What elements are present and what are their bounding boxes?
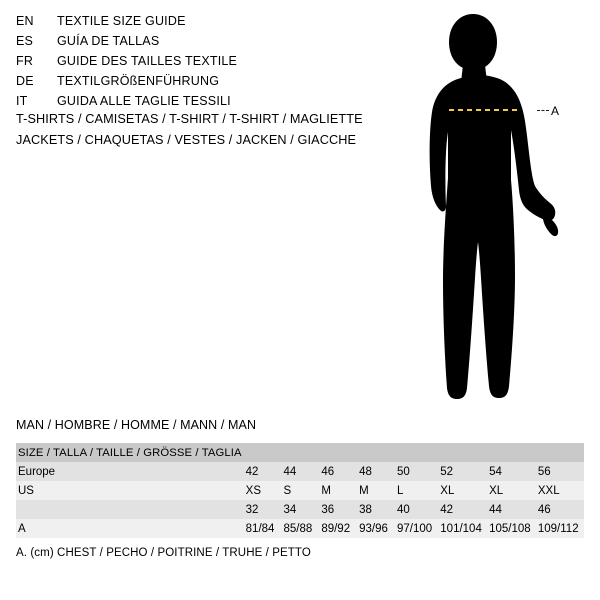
- language-code: ES: [16, 34, 34, 48]
- language-title-block: [16, 14, 376, 114]
- cell: 44: [281, 462, 319, 481]
- cell: [244, 443, 282, 462]
- cell: 93/96: [357, 519, 395, 538]
- cell: 48: [357, 462, 395, 481]
- language-row: [16, 54, 376, 74]
- language-title: GUIDE DES TAILLES TEXTILE: [57, 54, 238, 68]
- male-figure-illustration: [405, 10, 600, 410]
- cell: 54: [487, 462, 536, 481]
- language-code: FR: [16, 54, 34, 68]
- row-label: A: [16, 519, 244, 538]
- cell: [281, 443, 319, 462]
- cell: 85/88: [281, 519, 319, 538]
- table-title: MAN / HOMBRE / HOMME / MANN / MAN: [16, 418, 257, 432]
- language-row: [16, 34, 376, 54]
- marker-dash-connector: [537, 110, 549, 111]
- measure-marker-label: A: [551, 104, 560, 118]
- table-row: [16, 443, 584, 462]
- cell: 44: [487, 500, 536, 519]
- figure-svg: [405, 10, 600, 410]
- cell: 105/108: [487, 519, 536, 538]
- cell: 52: [438, 462, 487, 481]
- cell: 89/92: [319, 519, 357, 538]
- cell: 40: [395, 500, 438, 519]
- cell: 34: [281, 500, 319, 519]
- cell: XL: [438, 481, 487, 500]
- cell: [438, 443, 487, 462]
- garment-category-block: [16, 112, 436, 154]
- language-row: [16, 14, 376, 34]
- language-code: IT: [16, 94, 28, 108]
- language-title: TEXTILGRÖßENFÜHRUNG: [57, 74, 220, 88]
- language-code: EN: [16, 14, 34, 28]
- measurement-footnote: A. (cm) CHEST / PECHO / POITRINE / TRUHE / PETTO: [16, 547, 311, 559]
- cell: 81/84: [244, 519, 282, 538]
- category-tshirts: T-SHIRTS / CAMISETAS / T-SHIRT / T-SHIRT / MAGLIETTE: [16, 112, 363, 126]
- row-label: US: [16, 481, 244, 500]
- language-title: TEXTILE SIZE GUIDE: [57, 14, 186, 28]
- cell: 42: [438, 500, 487, 519]
- language-title: GUÍA DE TALLAS: [57, 34, 160, 48]
- table-row: [16, 481, 584, 500]
- cell: [357, 443, 395, 462]
- cell: 42: [244, 462, 282, 481]
- cell: M: [357, 481, 395, 500]
- language-row: [16, 94, 376, 114]
- cell: S: [281, 481, 319, 500]
- size-table: [16, 443, 584, 538]
- cell: XL: [487, 481, 536, 500]
- table-row: [16, 500, 584, 519]
- language-title: GUIDA ALLE TAGLIE TESSILI: [57, 94, 231, 108]
- cell: L: [395, 481, 438, 500]
- cell: 46: [319, 462, 357, 481]
- cell: [319, 443, 357, 462]
- cell: 97/100: [395, 519, 438, 538]
- row-label: [16, 500, 244, 519]
- row-label: Europe: [16, 462, 244, 481]
- cell: 38: [357, 500, 395, 519]
- category-jackets: JACKETS / CHAQUETAS / VESTES / JACKEN / GIACCHE: [16, 133, 357, 147]
- cell: 32: [244, 500, 282, 519]
- table-row: [16, 519, 584, 538]
- cell: 101/104: [438, 519, 487, 538]
- cell: XS: [244, 481, 282, 500]
- cell: M: [319, 481, 357, 500]
- cell: 36: [319, 500, 357, 519]
- row-label: SIZE / TALLA / TAILLE / GRÖSSE / TAGLIA: [16, 443, 244, 462]
- cell: 109/112: [536, 519, 584, 538]
- cell: [536, 443, 584, 462]
- language-code: DE: [16, 74, 34, 88]
- cell: XXL: [536, 481, 584, 500]
- cell: 46: [536, 500, 584, 519]
- cell: 56: [536, 462, 584, 481]
- cell: [395, 443, 438, 462]
- language-row: [16, 74, 376, 94]
- cell: 50: [395, 462, 438, 481]
- cell: [487, 443, 536, 462]
- table-row: [16, 462, 584, 481]
